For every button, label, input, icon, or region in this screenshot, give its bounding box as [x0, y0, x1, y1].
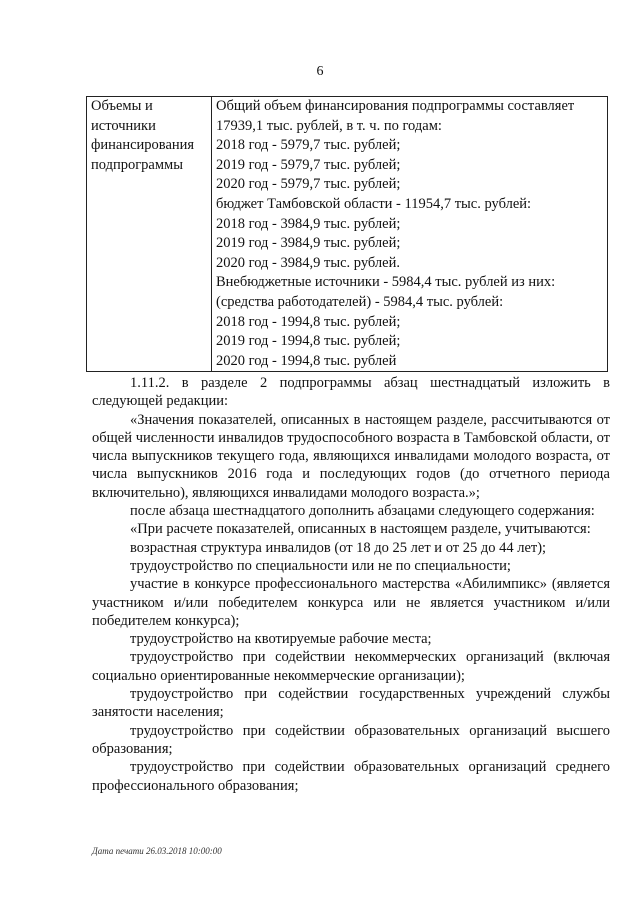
financing-line: 2019 год - 3984,9 тыс. рублей; — [216, 235, 401, 252]
financing-line: 2020 год - 5979,7 тыс. рублей; — [216, 176, 401, 193]
financing-line: 2019 год - 5979,7 тыс. рублей; — [216, 156, 401, 173]
page-number: 6 — [316, 64, 324, 79]
financing-line: 2019 год - 1994,8 тыс. рублей; — [216, 333, 401, 350]
financing-line: 2020 год - 1994,8 тыс. рублей — [216, 352, 397, 369]
paragraph: участие в конкурсе профессионального мастерства «Абилимпикс» (является участником и/или победителем конкурса или не является участником и/или победителем конкурса); — [92, 576, 610, 629]
paragraph: после абзаца шестнадцатого дополнить абзацами следующего содержания: — [130, 503, 595, 520]
paragraph: трудоустройство при содействии некоммерческих организаций (включая социально ориентированные некоммерческие организации); — [92, 649, 610, 684]
financing-line: 2020 год - 3984,9 тыс. рублей. — [216, 254, 400, 271]
financing-line: бюджет Тамбовской области - 11954,7 тыс. рублей: — [216, 195, 532, 212]
paragraph: возрастная структура инвалидов (от 18 до 25 лет и от 25 до 44 лет); — [130, 539, 547, 556]
financing-line: Внебюджетные источники - 5984,4 тыс. рублей из них: — [216, 274, 556, 291]
financing-line: 17939,1 тыс. рублей, в т. ч. по годам: — [216, 117, 442, 134]
financing-line: 2018 год - 1994,8 тыс. рублей; — [216, 313, 401, 330]
label-line: источники — [91, 117, 156, 134]
financing-table — [86, 96, 608, 372]
paragraph: «При расчете показателей, описанных в настоящем разделе, учитываются: — [130, 521, 591, 538]
document-body — [92, 374, 610, 795]
financing-line: Общий объем финансирования подпрограммы составляет — [216, 98, 575, 114]
paragraph: 1.11.2. в разделе 2 подпрограммы абзац шестнадцатый изложить в следующей редакции: — [92, 375, 610, 410]
paragraph: трудоустройство по специальности или не по специальности; — [130, 557, 511, 574]
paragraph: трудоустройство при содействии образовательных организаций высшего образования; — [92, 722, 610, 757]
paragraph: «Значения показателей, описанных в настоящем разделе, рассчитываются от общей численности инвалидов трудоспособного возраста в Тамбовской области, от числа выпускников текущего года, являющихся инвалидами молодого возраста, от числа выпускников 2016 года и последующих годов (до отчетного периода включительно), являющихся инвалидами молодого возраста.»; — [92, 411, 610, 501]
financing-line: 2018 год - 5979,7 тыс. рублей; — [216, 137, 401, 154]
financing-label-cell — [87, 97, 212, 372]
paragraph: трудоустройство при содействии образовательных организаций среднего профессионального образования; — [92, 759, 610, 794]
financing-line: (средства работодателей) - 5984,4 тыс. рублей: — [216, 293, 504, 310]
label-line: Объемы и — [91, 98, 153, 114]
financing-line: 2018 год - 3984,9 тыс. рублей; — [216, 215, 401, 232]
label-line: финансирования — [91, 137, 195, 154]
print-date: Дата печати 26.03.2018 10:00:00 — [92, 846, 222, 856]
financing-value-cell — [212, 97, 608, 372]
label-line: подпрограммы — [91, 156, 183, 173]
paragraph: трудоустройство при содействии государственных учреждений службы занятости населения; — [92, 686, 610, 721]
financing-table-row — [87, 97, 608, 372]
paragraph: трудоустройство на квотируемые рабочие места; — [130, 631, 432, 648]
